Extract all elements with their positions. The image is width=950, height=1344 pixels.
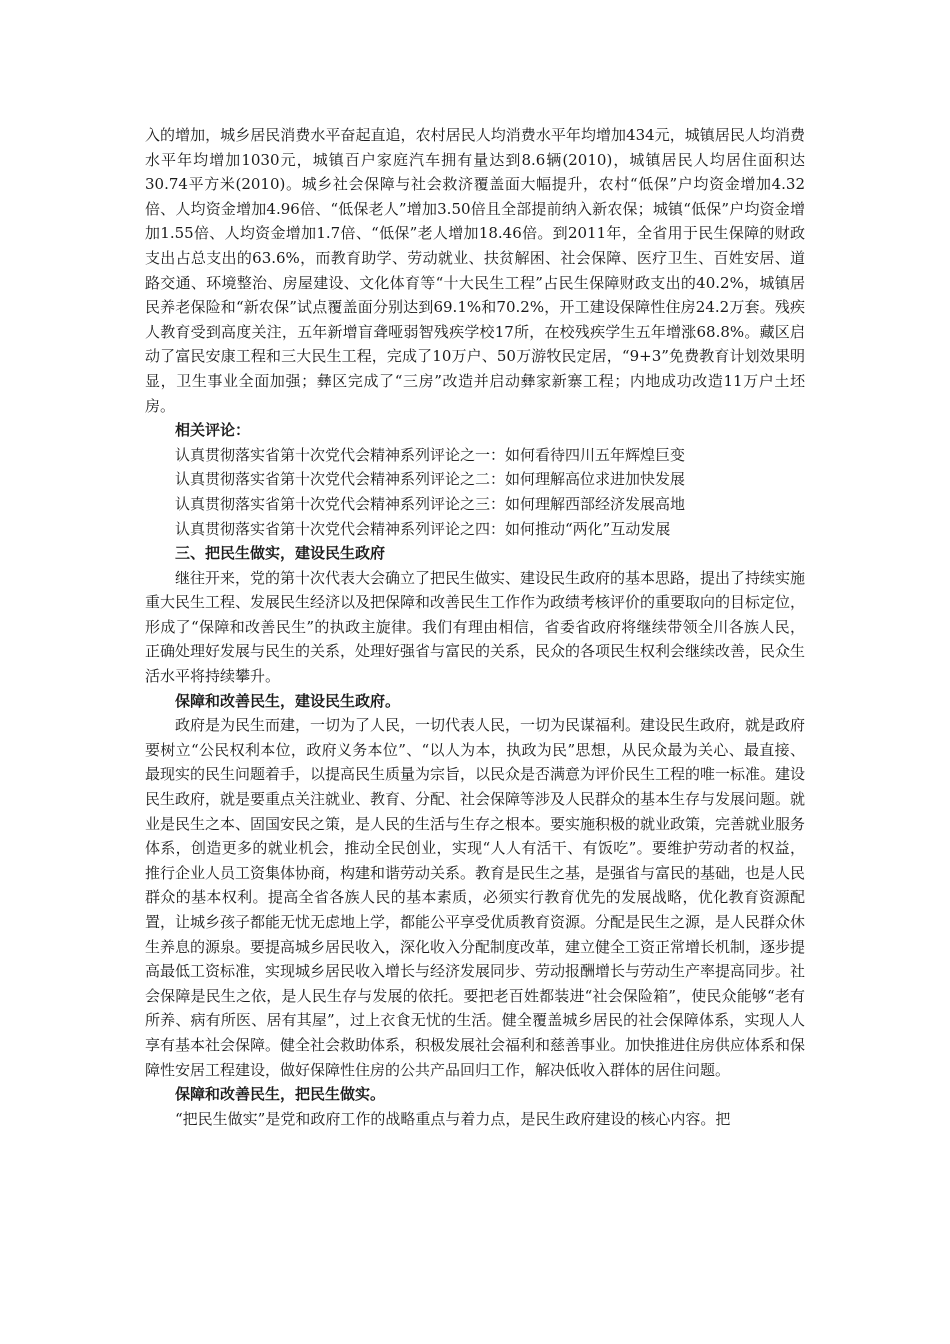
subsection-heading: 保障和改善民生，建设民生政府。 [175,691,401,710]
section-heading: 三、把民生做实，建设民生政府 [175,544,386,563]
body-paragraph: 入的增加，城乡居民消费水平奋起直追，农村居民人均消费水平年均增加434元，城镇居民人均消费水平年均增加1030元，城镇百户家庭汽车拥有量达到8.6辆(2010)，城镇居民人均居住面积达30.74平方米(2010)。城乡社会保障与社会救济覆盖面大幅提升，农村“低保”户均资金增加4.32倍、人均资金增加4.96倍、“低保老人”增加3.50倍且全部提前纳入新农保；城镇“低保”户均资金增加1.55倍、人均资金增加1.7倍、“低保”老人增加18.46倍。到2011年，全省用于民生保障的财政支出占总支出的63.6%，而教育助学、劳动就业、扶贫解困、社会保障、医疗卫生、百姓安居、道路交通、环境整治、房屋建设、文化体育等“十大民生工程”占民生保障财政支出的40.2%，城镇居民养老保险和“新农保”试点覆盖面分别达到69.1%和70.2%，开工建设保障性住房24.2万套。残疾人教育受到高度关注，五年新增盲聋哑弱智残疾学校17所，在校残疾学生五年增涨68.8%。藏区启动了富民安康工程和三大民生工程，完成了10万户、50万游牧民定居，“9+3”免费教育计划效果明显，卫生事业全面加强；彝区完成了“三房”改造并启动彝家新寨工程；内地成功改造11万户土坯房。 [145,126,805,415]
body-paragraph: 继往开来，党的第十次代表大会确立了把民生做实、建设民生政府的基本思路，提出了持续实施重大民生工程、发展民生经济以及把保障和改善民生工作作为政绩考核评价的重要取向的目标定位，形成了“保障和改善民生”的执政主旋律。我们有理由相信，省委省政府将继续带领全川各族人民，正确处理好发展与民生的关系，处理好强省与富民的关系，民众的各项民生权利会继续改善，民众生活水平将持续攀升。 [145,568,806,686]
related-comment-link-3[interactable]: 认真贯彻落实省第十次党代会精神系列评论之三：如何理解西部经济发展高地 [175,494,686,513]
related-comment-link-2[interactable]: 认真贯彻落实省第十次党代会精神系列评论之二：如何理解高位求进加快发展 [175,470,686,489]
subsection-heading: 保障和改善民生，把民生做实。 [175,1085,386,1104]
body-paragraph: “把民生做实”是党和政府工作的战略重点与着力点，是民生政府建设的核心内容。把 [175,1109,731,1128]
related-comment-link-1[interactable]: 认真贯彻落实省第十次党代会精神系列评论之一：如何看待四川五年辉煌巨变 [175,445,686,464]
body-paragraph: 政府是为民生而建，一切为了人民，一切代表人民，一切为民谋福利。建设民生政府，就是政府要树立“公民权利本位，政府义务本位”、“以人为本，执政为民”思想，从民众最为关心、最直接、最现实的民生问题着手，以提高民生质量为宗旨，以民众是否满意为评价民生工程的唯一标准。建设民生政府，就是要重点关注就业、教育、分配、社会保障等涉及人民群众的基本生存与发展问题。就业是民生之本、固国安民之策，是人民的生活与生存之根本。要实施积极的就业政策，完善就业服务体系，创造更多的就业机会，推动全民创业，实现“人人有活干、有饭吃”。要维护劳动者的权益，推行企业人员工资集体协商，构建和谐劳动关系。教育是民生之基，是强省与富民的基础，也是人民群众的基本权利。提高全省各族人民的基本素质，必须实行教育优先的发展战略，优化教育资源配置，让城乡孩子都能无忧无虑地上学，都能公平享受优质教育资源。分配是民生之源，是人民群众休生养息的源泉。要提高城乡居民收入，深化收入分配制度改革，建立健全工资正常增长机制，逐步提高最低工资标准，实现城乡居民收入增长与经济发展同步、劳动报酬增长与劳动生产率提高同步。社会保障是民生之依，是人民生存与发展的依托。要把老百姓都装进“社会保险箱”，使民众能够“老有所养、病有所医、居有其屋”，过上衣食无忧的生活。健全覆盖城乡居民的社会保障体系，实现人人享有基本社会保障。健全社会救助体系，积极发展社会福利和慈善事业。加快推进住房供应体系和保障性安居工程建设，做好保障性住房的公共产品回归工作，解决低收入群体的居住问题。 [145,716,806,1079]
related-comment-link-4[interactable]: 认真贯彻落实省第十次党代会精神系列评论之四：如何推动“两化”互动发展 [175,519,671,538]
related-comments-heading: 相关评论： [175,421,251,440]
document-page [145,123,805,1131]
